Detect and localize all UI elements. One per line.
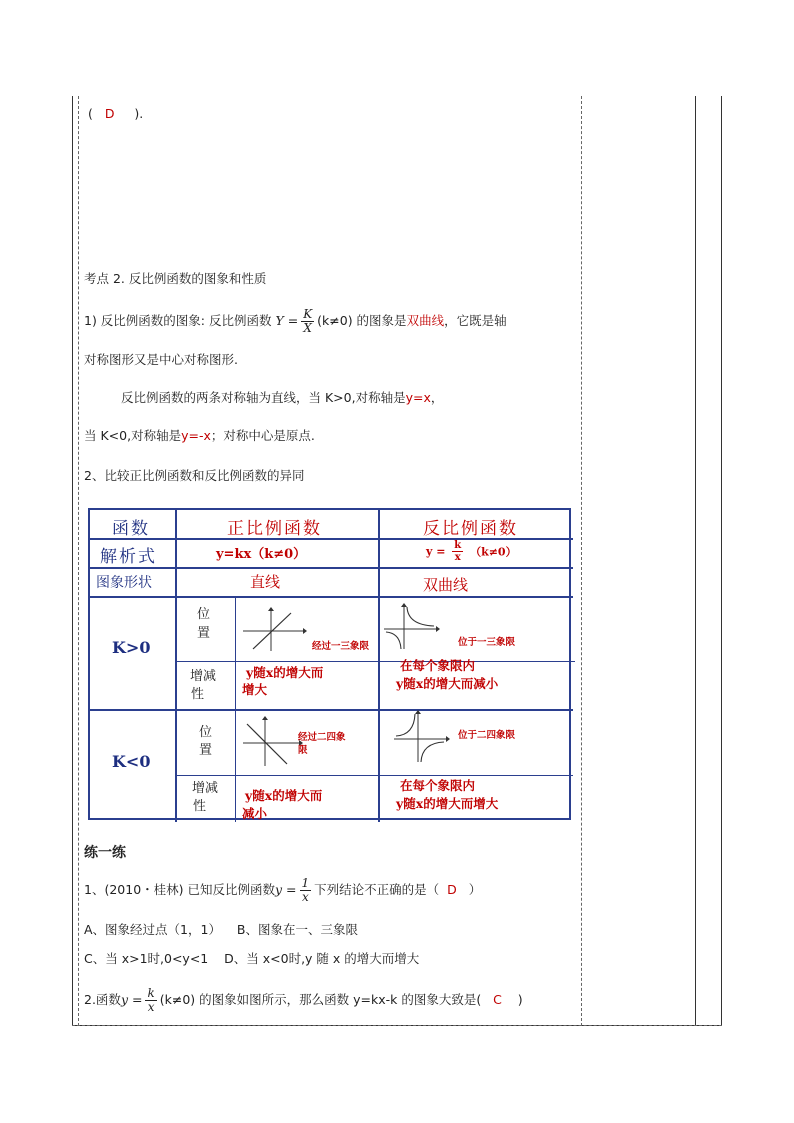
kneg-inverse-position: 位于二四象限	[458, 730, 516, 741]
mono-label-2a: 增减	[192, 781, 219, 796]
fraction-k-over-x-2: $\frac{k}{x}$	[147, 986, 155, 1014]
right-column-divider	[695, 96, 696, 1026]
kpos-direct-mono-a: y随x的增大而	[246, 665, 324, 680]
mono-label-1b: 性	[191, 687, 205, 702]
paragraph-4: 2、比较正比例函数和反比例函数的异同	[84, 468, 305, 483]
content-column-divider	[581, 96, 582, 1026]
inverse-shape: 双曲线	[423, 576, 469, 594]
row-shape: 图象形状	[96, 575, 152, 591]
fraction-1-over-x: $\frac{1}{x}$	[301, 876, 310, 904]
kneg-direct-position-a: 经过二四象	[298, 732, 346, 743]
kneg-direct-position-b: 限	[298, 745, 308, 756]
header-function: 函数	[112, 519, 150, 539]
paragraph-2: 反比例函数的两条对称轴为直线，当 K>0,对称轴是y=x，	[121, 390, 444, 405]
question-2: 2.函数y = $\frac{k}{x}$ (k≠0) 的图象如图所示，那么函数 y=kx-k 的图象大致是( C )	[84, 986, 523, 1014]
kneg-inverse-mono-a: 在每个象限内	[400, 778, 476, 793]
kpos-inverse-mono-a: 在每个象限内	[400, 658, 476, 673]
inverse-expression: y = $\frac{k}{x}$ （k≠0）	[426, 540, 517, 563]
direct-expression: y=kx（k≠0）	[216, 547, 307, 562]
direct-shape: 直线	[250, 573, 281, 591]
previous-answer: ( D ).	[88, 106, 144, 121]
bottom-dashed-line	[72, 1025, 722, 1026]
section-title: 考点 2. 反比例函数的图象和性质	[84, 271, 267, 286]
kpos-direct-mono-b: 增大	[242, 682, 268, 697]
kpos-inverse-mono-b: y随x的增大而减小	[396, 676, 499, 691]
k-positive-label: K>0	[112, 638, 151, 657]
paragraph-3: 当 K<0,对称轴是y=-x；对称中心是原点.	[84, 428, 315, 443]
position-label-2a: 位	[199, 725, 213, 740]
question-1-options-ab: A、图象经过点（1，1） B、图象在一、三象限	[84, 922, 358, 937]
mono-label-1a: 增减	[190, 669, 217, 684]
kpos-inverse-position: 位于一三象限	[458, 637, 516, 648]
kpos-direct-position: 经过一三象限	[312, 641, 370, 652]
comparison-table	[88, 508, 571, 820]
practice-title: 练一练	[84, 845, 126, 861]
left-dashed-border	[78, 96, 79, 1026]
question-1-options-cd: C、当 x>1时,0<y<1 D、当 x<0时,y 随 x 的增大而增大	[84, 951, 420, 966]
paragraph-1: 1) 反比例函数的图象: 反比例函数 Y = $\frac{K}{X}$ (k≠0) 的图象是双曲线，它既是轴	[84, 307, 507, 335]
kneg-inverse-mono-b: y随x的增大而增大	[396, 796, 499, 811]
row-expression: 解析式	[100, 547, 157, 567]
question-1: 1、(2010・桂林) 已知反比例函数y = $\frac{1}{x}$ 下列结论不正确的是（ D ）	[84, 876, 482, 904]
position-label-1a: 位	[197, 607, 211, 622]
kneg-direct-mono-b: 减小	[242, 806, 268, 821]
k-negative-label: K<0	[112, 752, 151, 771]
position-label-1b: 置	[197, 626, 211, 641]
paragraph-1-cont: 对称图形又是中心对称图形.	[84, 352, 238, 367]
mono-label-2b: 性	[193, 799, 207, 814]
direct-kneg-graph	[241, 716, 303, 766]
fraction-k-over-x: $\frac{K}{X}$	[303, 307, 313, 335]
direct-kpos-graph	[241, 607, 307, 651]
position-label-2b: 置	[199, 743, 213, 758]
header-inverse: 反比例函数	[423, 519, 518, 539]
inverse-kpos-graph	[382, 603, 442, 651]
header-direct: 正比例函数	[227, 519, 322, 539]
kneg-direct-mono-a: y随x的增大而	[245, 788, 323, 803]
inverse-kneg-graph	[392, 710, 452, 764]
